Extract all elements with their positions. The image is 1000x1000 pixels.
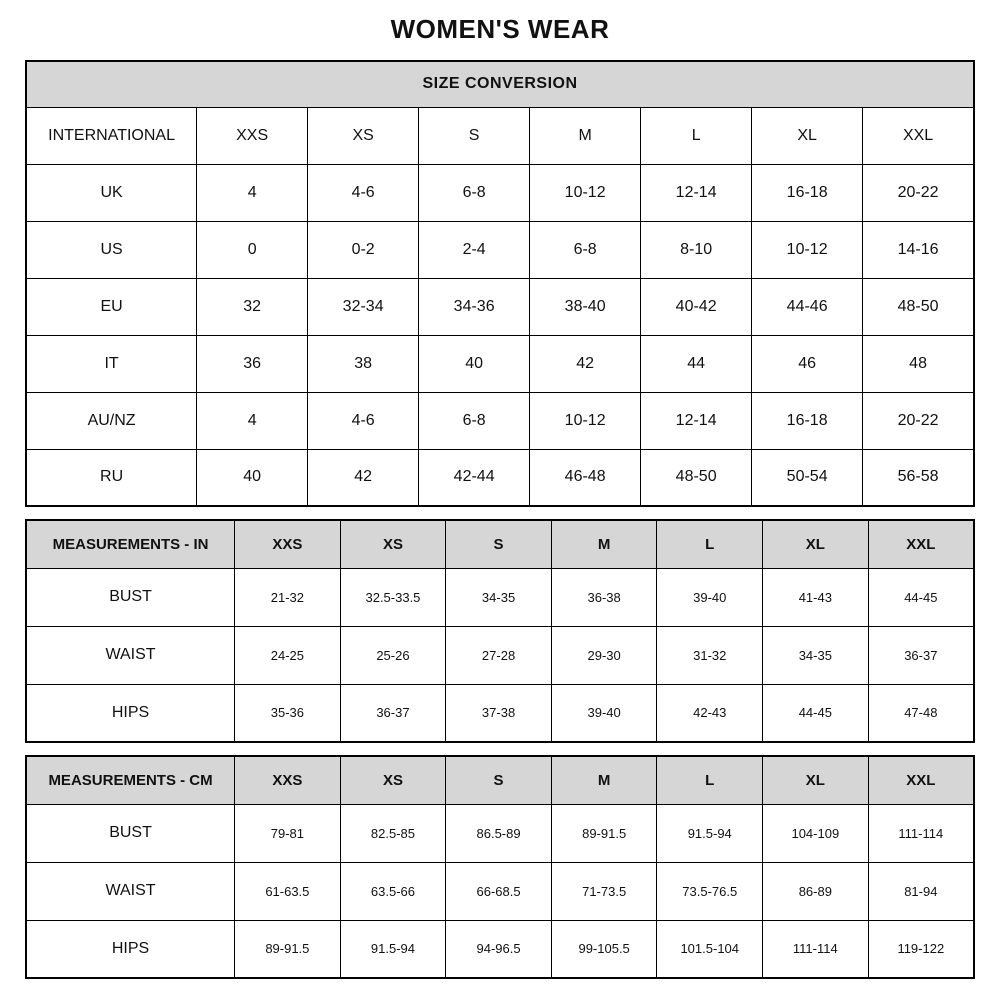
- table-row: [26, 221, 974, 278]
- value-cell: 111-114: [763, 920, 869, 978]
- value-cell: 42: [308, 449, 419, 506]
- value-cell: 29-30: [551, 626, 657, 684]
- value-cell: 4-6: [308, 164, 419, 221]
- value-cell: 41-43: [763, 568, 869, 626]
- row-label: BUST: [26, 804, 235, 862]
- value-cell: 36-37: [340, 684, 446, 742]
- value-cell: 14-16: [863, 221, 974, 278]
- value-cell: 12-14: [641, 392, 752, 449]
- value-cell: 40-42: [641, 278, 752, 335]
- value-cell: 46: [752, 335, 863, 392]
- value-cell: 10-12: [530, 164, 641, 221]
- value-cell: 66-68.5: [446, 862, 552, 920]
- value-cell: 61-63.5: [235, 862, 341, 920]
- value-cell: 32-34: [308, 278, 419, 335]
- value-cell: 82.5-85: [340, 804, 446, 862]
- size-header-cell: L: [657, 756, 763, 804]
- measurements-cm-table: [25, 755, 975, 979]
- value-cell: 36: [197, 335, 308, 392]
- table-row: [26, 684, 974, 742]
- size-header-cell: XXL: [868, 756, 974, 804]
- page-title: WOMEN'S WEAR: [390, 14, 610, 44]
- table-row: [26, 164, 974, 221]
- value-cell: 40: [419, 335, 530, 392]
- value-cell: 20-22: [863, 164, 974, 221]
- size-header-cell: XS: [340, 520, 446, 568]
- table-row: [26, 804, 974, 862]
- value-cell: 44-46: [752, 278, 863, 335]
- size-header-cell: S: [446, 520, 552, 568]
- value-cell: 48-50: [641, 449, 752, 506]
- value-cell: 16-18: [752, 392, 863, 449]
- value-cell: 12-14: [641, 164, 752, 221]
- value-cell: 2-4: [419, 221, 530, 278]
- value-cell: 44-45: [763, 684, 869, 742]
- value-cell: 31-32: [657, 626, 763, 684]
- size-header-cell: S: [419, 107, 530, 164]
- value-cell: 32: [197, 278, 308, 335]
- row-label: BUST: [26, 568, 235, 626]
- size-header-cell: XL: [763, 756, 869, 804]
- value-cell: 34-35: [446, 568, 552, 626]
- size-header-cell: XXS: [235, 756, 341, 804]
- value-cell: 48-50: [863, 278, 974, 335]
- value-cell: 4-6: [308, 392, 419, 449]
- measurements-header-row: [26, 756, 974, 804]
- size-header-cell: XL: [752, 107, 863, 164]
- table-row: [26, 392, 974, 449]
- value-cell: 34-35: [763, 626, 869, 684]
- row-label: HIPS: [26, 684, 235, 742]
- value-cell: 42-43: [657, 684, 763, 742]
- value-cell: 32.5-33.5: [340, 568, 446, 626]
- value-cell: 63.5-66: [340, 862, 446, 920]
- value-cell: 99-105.5: [551, 920, 657, 978]
- size-header-cell: S: [446, 756, 552, 804]
- value-cell: 111-114: [868, 804, 974, 862]
- table-row: [26, 568, 974, 626]
- value-cell: 27-28: [446, 626, 552, 684]
- value-cell: 91.5-94: [657, 804, 763, 862]
- value-cell: 37-38: [446, 684, 552, 742]
- value-cell: 4: [197, 164, 308, 221]
- size-conversion-header: SIZE CONVERSION: [26, 61, 974, 107]
- row-label: RU: [26, 449, 197, 506]
- value-cell: 71-73.5: [551, 862, 657, 920]
- value-cell: 38: [308, 335, 419, 392]
- value-cell: 104-109: [763, 804, 869, 862]
- row-label: EU: [26, 278, 197, 335]
- value-cell: 86-89: [763, 862, 869, 920]
- value-cell: 38-40: [530, 278, 641, 335]
- value-cell: 36-38: [551, 568, 657, 626]
- value-cell: 48: [863, 335, 974, 392]
- value-cell: 40: [197, 449, 308, 506]
- value-cell: 34-36: [419, 278, 530, 335]
- value-cell: 6-8: [530, 221, 641, 278]
- row-label: HIPS: [26, 920, 235, 978]
- size-header-cell: XS: [308, 107, 419, 164]
- value-cell: 10-12: [530, 392, 641, 449]
- table-row: [26, 278, 974, 335]
- value-cell: 35-36: [235, 684, 341, 742]
- row-label: UK: [26, 164, 197, 221]
- size-header-cell: XXL: [868, 520, 974, 568]
- table-row: [26, 335, 974, 392]
- value-cell: 6-8: [419, 392, 530, 449]
- value-cell: 101.5-104: [657, 920, 763, 978]
- row-label: AU/NZ: [26, 392, 197, 449]
- value-cell: 39-40: [551, 684, 657, 742]
- value-cell: 89-91.5: [551, 804, 657, 862]
- value-cell: 42-44: [419, 449, 530, 506]
- value-cell: 8-10: [641, 221, 752, 278]
- value-cell: 42: [530, 335, 641, 392]
- size-header-cell: L: [657, 520, 763, 568]
- size-header-cell: M: [551, 520, 657, 568]
- value-cell: 36-37: [868, 626, 974, 684]
- value-cell: 4: [197, 392, 308, 449]
- value-cell: 81-94: [868, 862, 974, 920]
- size-header-cell: XXS: [197, 107, 308, 164]
- size-header-cell: XXL: [863, 107, 974, 164]
- value-cell: 91.5-94: [340, 920, 446, 978]
- row-label: WAIST: [26, 862, 235, 920]
- table-row: [26, 862, 974, 920]
- value-cell: 50-54: [752, 449, 863, 506]
- size-header-cell: XS: [340, 756, 446, 804]
- size-header-cell: M: [530, 107, 641, 164]
- measurements-title-cell: MEASUREMENTS - IN: [26, 520, 235, 568]
- value-cell: 44-45: [868, 568, 974, 626]
- value-cell: 119-122: [868, 920, 974, 978]
- measurements-title-cell: MEASUREMENTS - CM: [26, 756, 235, 804]
- table-row: [26, 626, 974, 684]
- value-cell: 21-32: [235, 568, 341, 626]
- value-cell: 79-81: [235, 804, 341, 862]
- value-cell: 56-58: [863, 449, 974, 506]
- size-conversion-table: [25, 60, 975, 507]
- size-conversion-banner-row: [26, 61, 974, 107]
- row-label: IT: [26, 335, 197, 392]
- row-label: US: [26, 221, 197, 278]
- row-label: WAIST: [26, 626, 235, 684]
- value-cell: 20-22: [863, 392, 974, 449]
- value-cell: 10-12: [752, 221, 863, 278]
- value-cell: 86.5-89: [446, 804, 552, 862]
- value-cell: 25-26: [340, 626, 446, 684]
- sizes-header-row: [26, 107, 974, 164]
- value-cell: 94-96.5: [446, 920, 552, 978]
- value-cell: 6-8: [419, 164, 530, 221]
- value-cell: 0-2: [308, 221, 419, 278]
- value-cell: 89-91.5: [235, 920, 341, 978]
- value-cell: 39-40: [657, 568, 763, 626]
- value-cell: 16-18: [752, 164, 863, 221]
- size-header-cell: L: [641, 107, 752, 164]
- measurements-header-row: [26, 520, 974, 568]
- table-row: [26, 449, 974, 506]
- size-header-cell: M: [551, 756, 657, 804]
- value-cell: 44: [641, 335, 752, 392]
- international-header-cell: INTERNATIONAL: [26, 107, 197, 164]
- size-header-cell: XXS: [235, 520, 341, 568]
- size-header-cell: XL: [763, 520, 869, 568]
- value-cell: 73.5-76.5: [657, 862, 763, 920]
- measurements-in-table: [25, 519, 975, 743]
- value-cell: 46-48: [530, 449, 641, 506]
- value-cell: 0: [197, 221, 308, 278]
- table-row: [26, 920, 974, 978]
- value-cell: 47-48: [868, 684, 974, 742]
- value-cell: 24-25: [235, 626, 341, 684]
